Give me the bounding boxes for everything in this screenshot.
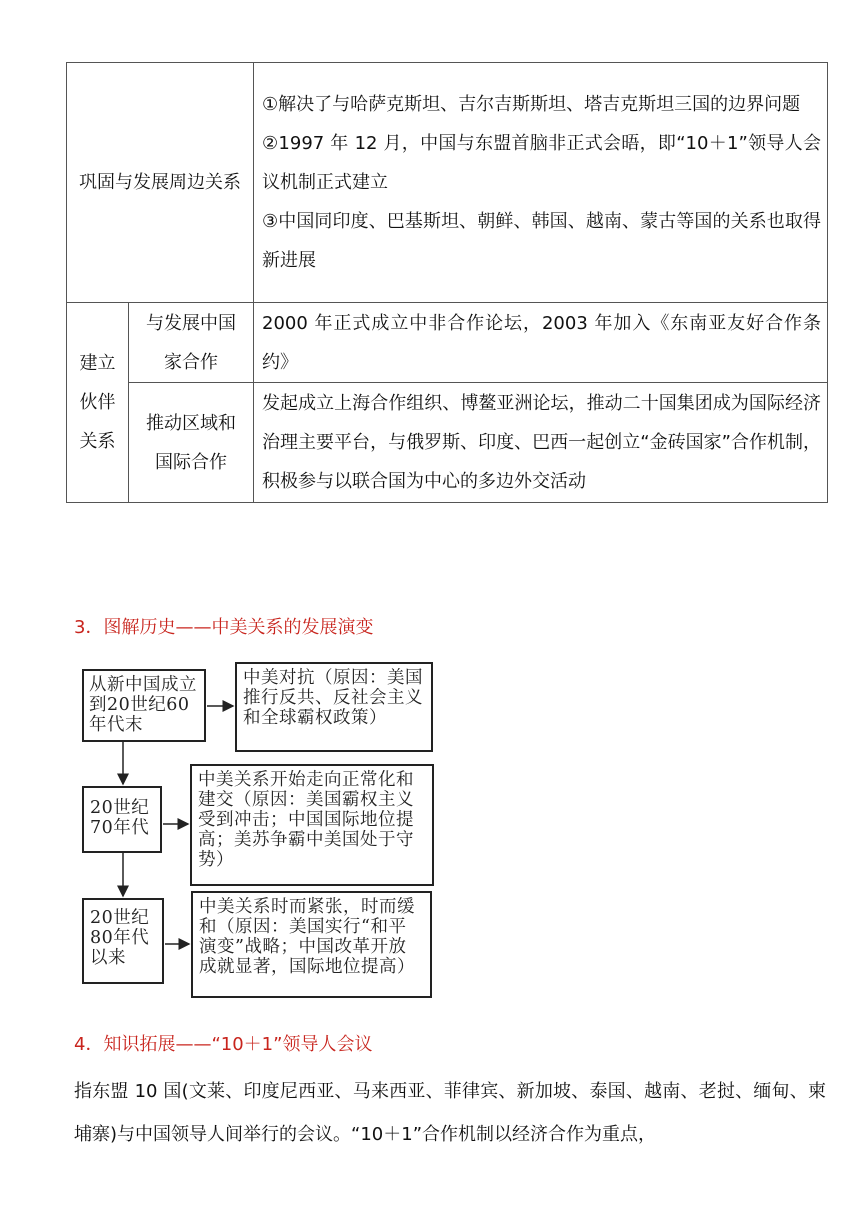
- period-box: 从新中国成立到20世纪60年代末: [82, 669, 206, 742]
- table-row: [67, 303, 828, 383]
- list-item: ①解决了与哈萨克斯坦、吉尔吉斯斯坦、塔吉克斯坦三国的边界问题: [262, 94, 801, 115]
- period-box: 20世纪70年代: [82, 786, 162, 853]
- group-label: 建立伙伴关系: [67, 303, 129, 503]
- list-item: ③中国同印度、巴基斯坦、朝鲜、韩国、越南、蒙古等国的关系也取得新进展: [262, 211, 821, 271]
- row-label: 与发展中国家合作: [129, 303, 254, 383]
- period-box: 20世纪80年代以来: [82, 898, 164, 984]
- section-heading: 3．图解历史——中美关系的发展演变: [74, 617, 374, 638]
- section-heading: 4．知识拓展——“10＋1”领导人会议: [74, 1034, 373, 1055]
- body-paragraph: 指东盟 10 国(文莱、印度尼西亚、马来西亚、菲律宾、新加坡、泰国、越南、老挝、缅甸、柬埔寨)与中国领导人间举行的会议。“10＋1”合作机制以经济合作为重点，: [74, 1081, 826, 1145]
- list-item: ②1997 年 12 月，中国与东盟首脑非正式会晤，即“10＋1”领导人会议机制正式建立: [262, 133, 821, 193]
- foreign-relations-table: [66, 62, 828, 503]
- table-row: [67, 383, 828, 503]
- row-content: 2000 年正式成立中非合作论坛，2003 年加入《东南亚友好合作条约》: [254, 303, 828, 383]
- row-label: 巩固与发展周边关系: [67, 63, 254, 303]
- table-row: [67, 63, 828, 303]
- description-box: 中美关系时而紧张，时而缓和（原因：美国实行“和平演变”战略；中国改革开放成就显著，国际地位提高）: [191, 891, 432, 998]
- row-content: [254, 63, 828, 303]
- row-label: 推动区域和国际合作: [129, 383, 254, 503]
- description-box: 中美对抗（原因：美国推行反共、反社会主义和全球霸权政策）: [235, 662, 433, 752]
- row-content: 发起成立上海合作组织、博鳌亚洲论坛，推动二十国集团成为国际经济治理主要平台，与俄罗斯、印度、巴西一起创立“金砖国家”合作机制，积极参与以联合国为中心的多边外交活动: [254, 383, 828, 503]
- description-box: 中美关系开始走向正常化和建交（原因：美国霸权主义受到冲击；中国国际地位提高；美苏争霸中美国处于守势）: [190, 764, 434, 886]
